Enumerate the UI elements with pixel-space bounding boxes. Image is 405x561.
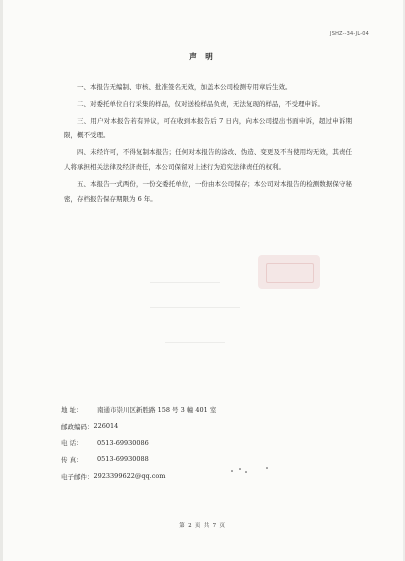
phone-label: 电 话：	[61, 439, 83, 448]
statement-body	[64, 80, 352, 206]
scan-edge-left	[0, 0, 3, 561]
contact-block	[61, 401, 216, 484]
bleed-through-stamp	[258, 255, 320, 289]
scan-speck	[245, 471, 247, 473]
contact-postcode-row	[61, 418, 216, 435]
statement-item-3: 三、用户对本报告若有异议，可在收到本报告后 7 日内，向本公司提出书面申诉，超过申诉期限，概不受理。	[64, 116, 352, 140]
document-code: JSHZ--34-JL-04	[330, 31, 369, 37]
statement-item-2: 二、对委托单位自行采集的样品，仅对送检样品负责，无法复现的样品，不受理申诉。	[77, 99, 324, 108]
contact-fax-row	[61, 451, 216, 468]
contact-phone-row	[61, 434, 216, 451]
bleed-through-stamp-frame	[266, 263, 314, 283]
fax-value: 0513-69930088	[97, 455, 149, 464]
phone-value: 0513-69930086	[97, 438, 149, 447]
address-value: 南通市崇川区新胜路 158 号 3 幢 401 室	[97, 405, 217, 414]
email-label: 电子邮件：	[61, 472, 94, 481]
bleed-through-line	[165, 342, 225, 343]
bleed-through-line	[150, 282, 220, 283]
statement-item-5: 五、本报告一式两份，一份交委托单位，一份由本公司保存；本公司对本报告的检测数据保守秘密，存档报告保存期限为 6 年。	[64, 179, 352, 203]
page-title: 声 明	[189, 52, 216, 61]
address-label: 地 址：	[61, 405, 83, 414]
statement-item-1: 一、本报告无编制、审核、批准签名无效，加盖本公司检测专用章后生效。	[77, 83, 292, 91]
statement-item-4: 四、未经许可，不得复制本报告；任何对本报告的涂改、伪造、变更及不当使用均无效，其责任人将承担相关法律及经济责任，本公司保留对上述行为追究法律责任的权利。	[64, 148, 352, 171]
postcode-value: 226014	[93, 422, 119, 431]
email-value: 2923399622@qq.com	[93, 472, 166, 481]
scan-speck	[266, 467, 268, 469]
contact-address-row	[61, 401, 216, 418]
postcode-label: 邮政编码：	[61, 422, 94, 431]
contact-email-row	[61, 468, 216, 485]
page-number: 第 2 页 共 7 页	[179, 523, 226, 529]
bleed-through-line	[150, 307, 240, 308]
scan-speck	[239, 468, 241, 470]
scan-speck	[231, 470, 233, 472]
fax-label: 传 真：	[61, 455, 83, 464]
